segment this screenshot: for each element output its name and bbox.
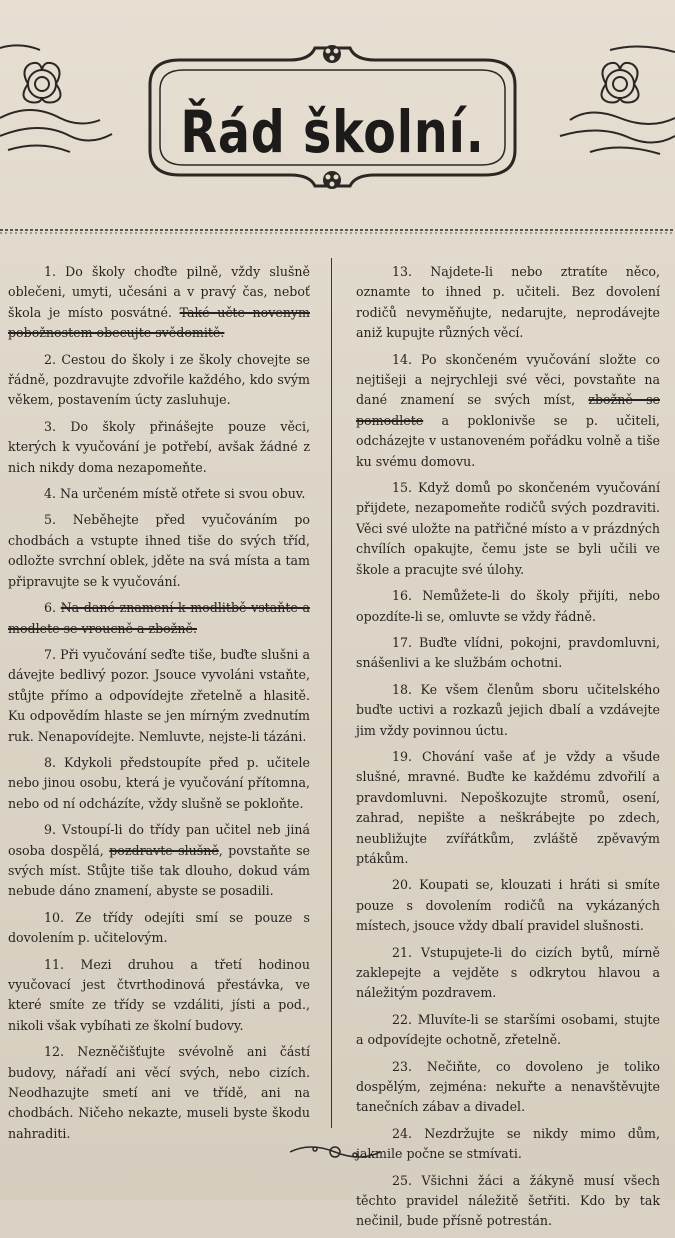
rule-struck-text: zbožně se pomodlete [356, 392, 660, 428]
rule-text: 14. Po skončeném vyučování složte co nejtišeji a nejrychleji své věci, povstaňte na dané znamení se svých míst, [356, 351, 660, 408]
rule-paragraph [356, 943, 660, 1004]
rule-paragraph [8, 262, 310, 344]
rule-paragraph [356, 875, 660, 936]
rule-text: 18. Ke všem členům sboru učitelského buďte uctivi a rozkazů jejich dbalí a vzdávejte jim vždy povinnou úctu. [356, 681, 660, 738]
rule-paragraph [356, 747, 660, 869]
rule-text: 13. Najdete-li nebo ztratíte něco, oznamte to ihned p. učiteli. Bez dovolení rodičů nevyměňujte, nedarujte, neprodávejte aniž kupujte různých věcí. [356, 264, 660, 341]
rule-text: 10. Ze třídy odejíti smí se pouze s dovolením p. učitelovým. [8, 909, 310, 946]
rule-text-continued: , povstaňte se svých míst. Stůjte tiše tak dlouho, dokud vám nebude dáno znamení, abyste se posadili. [8, 842, 310, 899]
rule-text: 19. Chování vaše ať je vždy a všude slušné, mravné. Buďte ke každému zdvořilí a pravdomluvni. Nepoškozujte stromů, osení, zahrad, nepište a neškrábejte po zdech, neubližujte zvířátkům, zvláště zpěvavým ptákům. [356, 748, 660, 866]
rule-paragraph [356, 680, 660, 741]
rule-text: 3. Do školy přinášejte pouze věci, kterých k vyučování je potřebí, avšak žádné z nich nikdy doma nezapomeňte. [8, 418, 310, 475]
rule-text-continued: a poklonivše se p. učiteli, odcházejte v ustanoveném pořádku volně a tiše ku svému domovu. [356, 412, 660, 469]
rule-text: 15. Když domů po skončeném vyučování přijdete, nezapomeňte rodičů svých pozdraviti. Věci své uložte na patřičné místo a v prázdných chvílích opakujte, čemu jste se byli učili ve škole a pracujte své úlohy. [356, 480, 660, 577]
rule-struck-text: pozdravte slušně [109, 842, 219, 858]
rule-struck-text: Na dané znamení k modlitbě vstaňte a modlete se vroucně a zbožně. [8, 600, 310, 636]
header [0, 0, 675, 230]
rule-text: 24. Nezdržujte se nikdy mimo dům, jakmile počne se stmívati. [356, 1125, 660, 1162]
rule-paragraph [356, 262, 660, 344]
flower-ornament-right-icon [550, 40, 675, 160]
rule-paragraph [356, 1057, 660, 1118]
page-title: Řád školní. [180, 98, 485, 166]
rule-text: 11. Mezi druhou a třetí hodinou vyučovací jest čtvrthodinová přestávka, ve které smíte ze třídy se vzdáliti, jísti a pod., nikoli však vybíhati ze školní budovy. [8, 956, 310, 1033]
rule-text: 2. Cestou do školy i ze školy chovejte se řádně, pozdravujte zdvořile každého, kdo svým věkem, postavením úcty zasluhuje. [8, 351, 310, 408]
rule-text: 12. Nezněčišťujte svévolně ani částí budovy, nářadí ani věcí svých, nebo cizích. Neodhazujte smetí ani ve třídě, ani na chodbách. Ničeho nekazte, museli byste škodu nahraditi. [8, 1044, 310, 1141]
rule-paragraph [8, 820, 310, 902]
rules-column-left [8, 262, 310, 1150]
rule-paragraph [8, 645, 310, 747]
rule-text: 4. Na určeném místě otřete si svou obuv. [44, 486, 306, 502]
footer-ornament-icon [290, 1140, 380, 1164]
rule-paragraph [356, 1010, 660, 1051]
rule-paragraph [8, 955, 310, 1037]
rule-paragraph [8, 484, 310, 504]
flower-ornament-left-icon [0, 40, 120, 160]
rule-paragraph [356, 1171, 660, 1232]
rule-text: 5. Neběhejte před vyučováním po chodbách a vstupte ihned tiše do svých tříd, odložte svrchní oblek, jděte na svá místa a tam připravujte se k vyučování. [8, 512, 310, 589]
rule-paragraph [8, 510, 310, 592]
rule-text: 22. Mluvíte-li se staršími osobami, stujte a odpovídejte ochotně, zřetelně. [356, 1011, 660, 1048]
title-container [120, 40, 545, 190]
rule-paragraph [8, 908, 310, 949]
rule-text: 17. Buďte vlídni, pokojni, pravdomluvni, snášenlivi a ke službám ochotni. [356, 634, 660, 671]
rule-text: 6. [44, 600, 61, 616]
rule-text: 23. Nečiňte, co dovoleno je toliko dospělým, zejména: nekuřte a nenavštěvujte tanečních zábav a divadel. [356, 1058, 660, 1115]
rule-text: 9. Vstoupí-li do třídy pan učitel neb jiná osoba dospělá, [8, 822, 310, 858]
rules-column-right [356, 262, 660, 1238]
rule-struck-text: Také učte novenym pobožnostem obecujte svědomitě. [8, 304, 310, 341]
rule-text: 21. Vstupujete-li do cizích bytů, mírně zaklepejte a vejděte s odkrytou hlavou a náležitým pozdravem. [356, 944, 660, 1001]
rule-paragraph [356, 586, 660, 627]
rule-paragraph [8, 753, 310, 814]
rule-paragraph [8, 1042, 310, 1144]
header-rule [0, 228, 675, 234]
rule-text: 20. Koupati se, klouzati i hráti si smíte pouze s dovolením rodičů na vykázaných místech, jsouce vždy dbalí pravidel slušnosti. [356, 877, 660, 934]
rule-paragraph [356, 1124, 660, 1165]
rule-paragraph [356, 350, 660, 472]
rule-text: 16. Nemůžete-li do školy přijíti, nebo opozdíte-li se, omluvte se vždy řádně. [356, 588, 660, 624]
rule-paragraph [8, 417, 310, 478]
rule-paragraph [8, 598, 310, 639]
rule-paragraph [356, 478, 660, 580]
rule-paragraph [8, 350, 310, 411]
rule-text: 1. Do školy choďte pilně, vždy slušně oblečeni, umyti, učesáni a v pravý čas, neboť škola je místo posvátné. [8, 264, 310, 320]
rule-text: 8. Kdykoli předstoupíte před p. učitele nebo jinou osobu, která je vyučování přítomna, nebo od ní odcházíte, vždy slušně se pokloňte. [8, 754, 310, 811]
rule-text: 25. Všichni žáci a žákyně musí všech těchto pravidel náležitě šetřiti. Kdo by tak nečinil, bude přísně potrestán. [356, 1172, 660, 1229]
rule-text: 7. Při vyučování seďte tiše, buďte slušni a dávejte bedlivý pozor. Jsouce vyvoláni vstaňte, stůjte přímo a odpovídejte zřetelně a hlasitě. Ku odpovědím hlaste se jen mírným zvednutím ruk. Nenapovídejte. Nemluvte, nejste-li tázáni. [8, 646, 310, 744]
rule-paragraph [356, 633, 660, 674]
column-divider [331, 258, 332, 1128]
